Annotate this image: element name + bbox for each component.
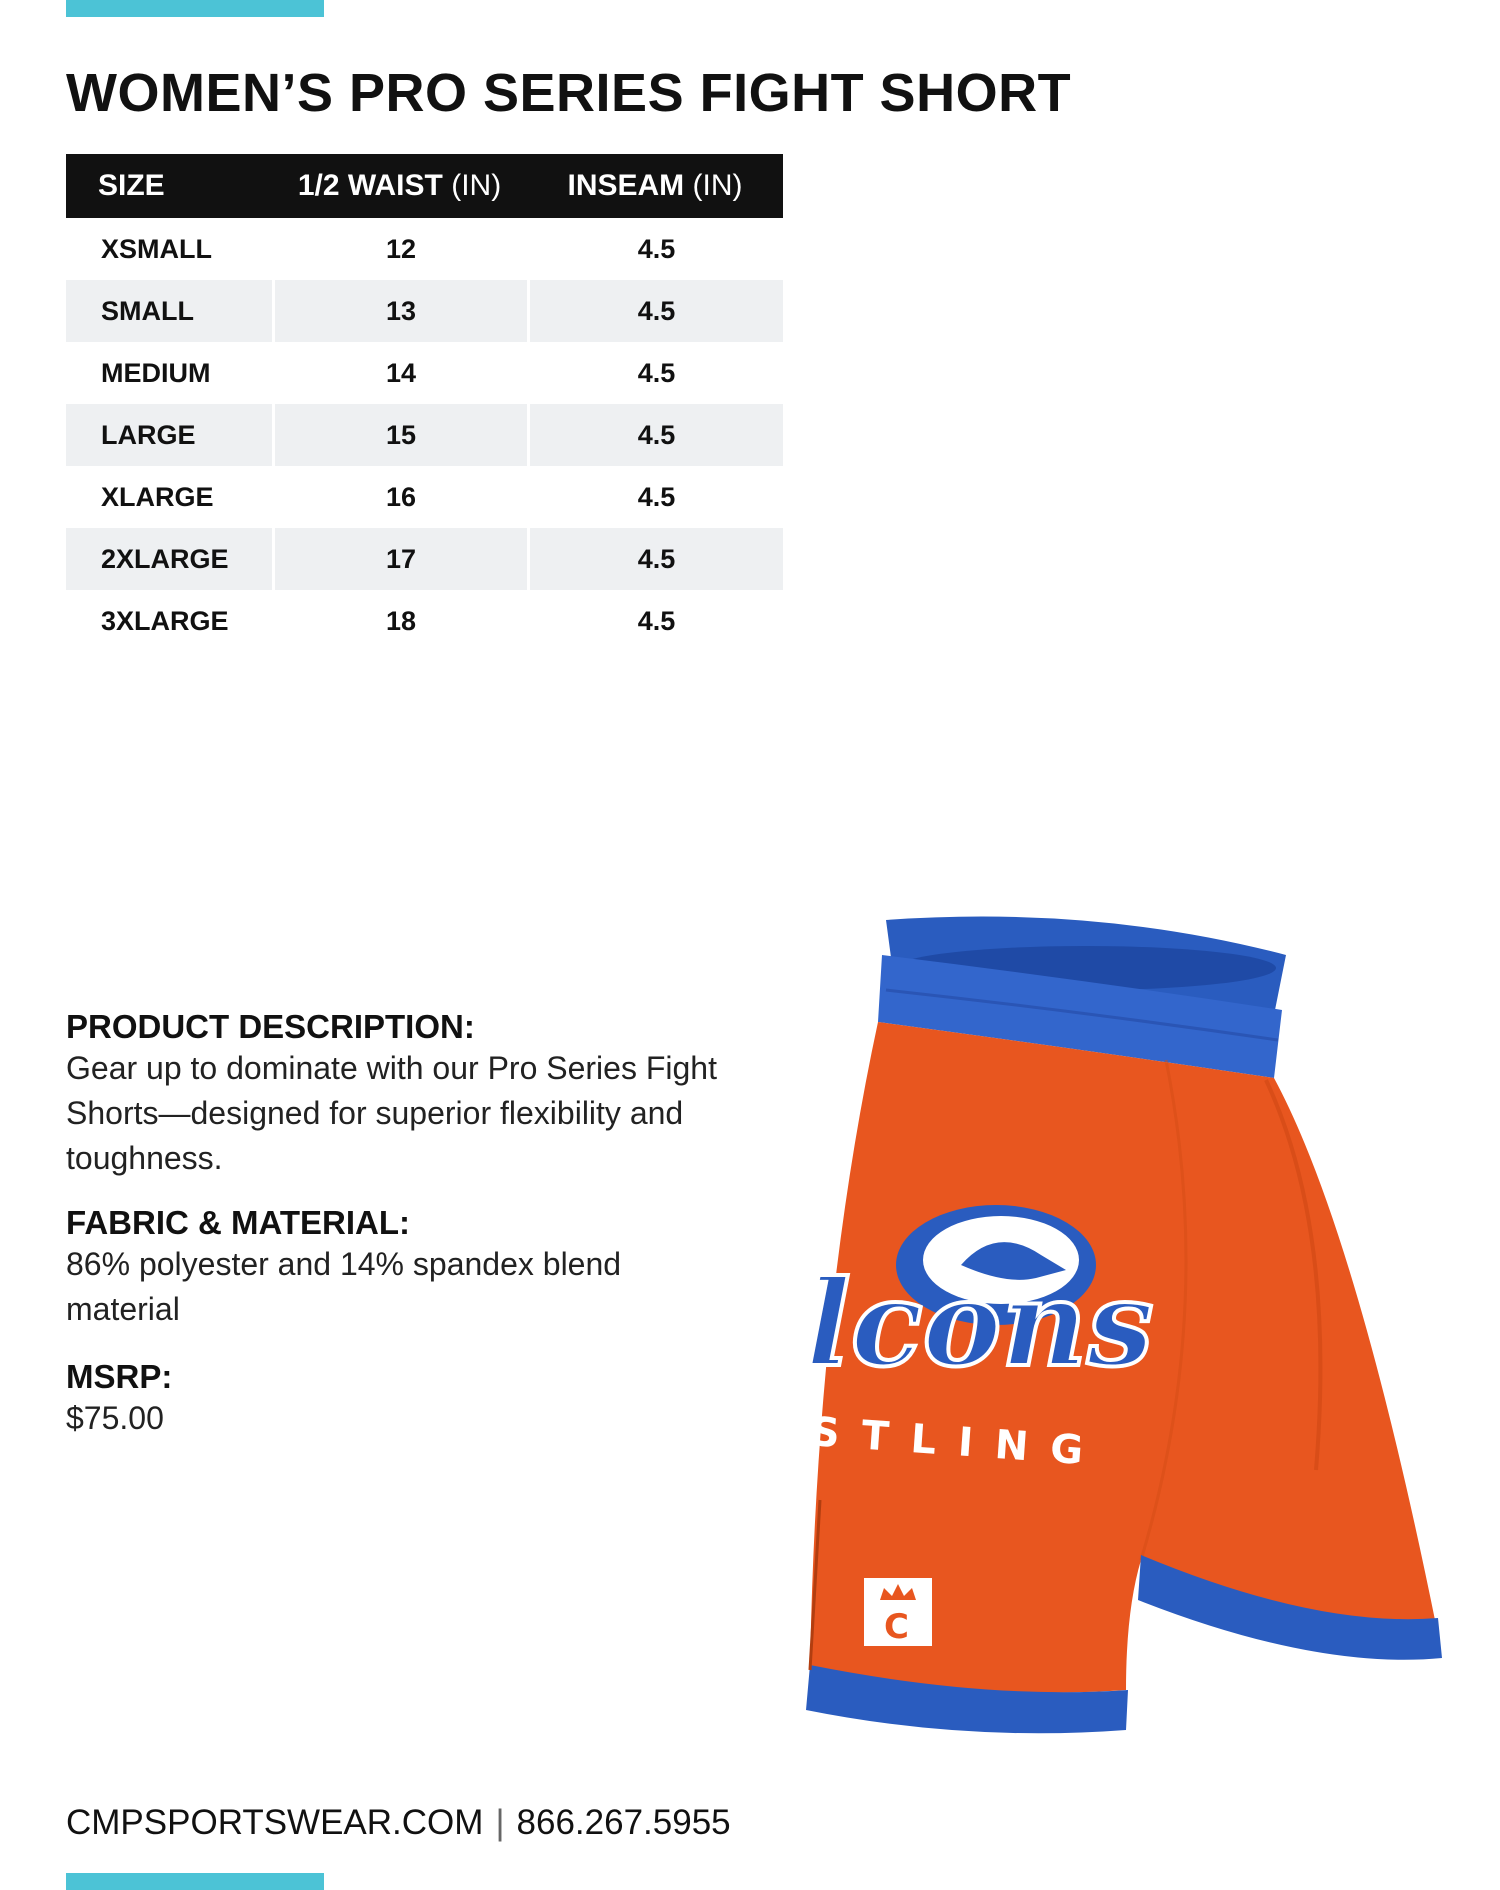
fabric-text: 86% polyester and 14% spandex blend material — [66, 1246, 622, 1327]
bottom-accent-bar — [66, 1873, 324, 1890]
column-header-inseam: INSEAM (IN) — [527, 154, 783, 218]
fabric-heading: FABRIC & MATERIAL: — [66, 1204, 411, 1241]
product-description-text: Gear up to dominate with our Pro Series Fight Shorts—designed for superior flexibility and toughness. — [66, 1050, 717, 1176]
footer-contact — [66, 1803, 731, 1843]
size-chart-header-row — [66, 154, 783, 218]
size-cell: XSMALL — [101, 233, 212, 264]
product-description-heading: PRODUCT DESCRIPTION: — [66, 1008, 475, 1045]
waist-cell: 18 — [272, 590, 527, 652]
waist-cell: 16 — [272, 466, 527, 528]
waist-cell: 14 — [272, 342, 527, 404]
table-row — [66, 404, 783, 466]
shorts-graphic-text: lcons — [806, 1254, 1154, 1393]
waist-cell: 15 — [272, 404, 527, 466]
waist-cell: 12 — [272, 218, 527, 280]
waist-cell: 17 — [272, 528, 527, 590]
column-header-size: SIZE — [66, 154, 272, 218]
size-cell: 3XLARGE — [101, 605, 229, 636]
page-title: WOMEN’S PRO SERIES FIGHT SHORT — [66, 63, 1072, 123]
shorts-graphic-subtext: STLING — [809, 1409, 1107, 1476]
top-accent-bar — [66, 0, 324, 17]
size-cell: MEDIUM — [101, 357, 211, 388]
size-cell: SMALL — [66, 280, 272, 342]
fabric-section — [66, 1204, 806, 1332]
size-cell: LARGE — [66, 404, 272, 466]
inseam-cell: 4.5 — [527, 404, 783, 466]
table-row — [66, 280, 783, 342]
size-cell: XLARGE — [101, 481, 214, 512]
waist-cell: 13 — [272, 280, 527, 342]
inseam-cell: 4.5 — [527, 528, 783, 590]
table-row — [66, 466, 783, 528]
table-row — [66, 218, 783, 280]
footer-separator: | — [495, 1803, 505, 1842]
table-row — [66, 528, 783, 590]
inseam-cell: 4.5 — [527, 342, 783, 404]
table-row — [66, 342, 783, 404]
msrp-heading: MSRP: — [66, 1358, 173, 1395]
inseam-cell: 4.5 — [527, 218, 783, 280]
msrp-price: $75.00 — [66, 1400, 164, 1436]
msrp-section — [66, 1358, 806, 1441]
size-chart-table — [66, 154, 783, 652]
website-text: CMPSPORTSWEAR.COM — [66, 1803, 484, 1842]
size-cell: 2XLARGE — [66, 528, 272, 590]
inseam-cell: 4.5 — [527, 280, 783, 342]
phone-text: 866.267.5955 — [516, 1803, 731, 1842]
table-row — [66, 590, 783, 652]
inseam-cell: 4.5 — [527, 466, 783, 528]
column-header-waist: 1/2 WAIST (IN) — [272, 154, 527, 218]
inseam-cell: 4.5 — [527, 590, 783, 652]
brand-logo-letter: C — [884, 1607, 909, 1647]
product-description-section — [66, 1008, 806, 1181]
shorts-product-image — [796, 910, 1456, 1750]
